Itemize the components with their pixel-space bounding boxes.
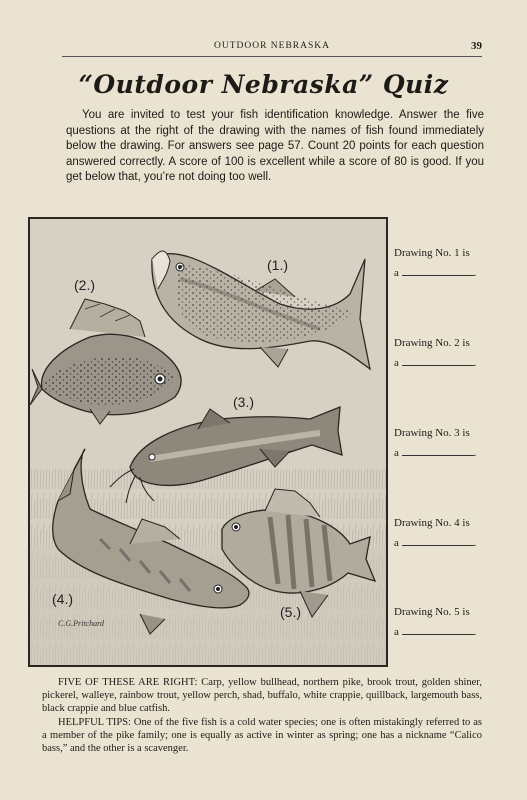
choices-list: Carp, yellow bullhead, northern pike, brook trout, golden shiner, pickerel, walleye, rainbow trout, yellow perch, shad, buffalo, white crappie, quillback, largemouth bass, black crappie and blue catfish. bbox=[42, 677, 483, 715]
question-4-prefix: a bbox=[394, 537, 399, 549]
question-1-text: Drawing No. 1 is bbox=[394, 247, 470, 259]
quiz-title: “Outdoor Nebraska” Quiz bbox=[78, 70, 449, 99]
question-5-text: Drawing No. 5 is bbox=[394, 606, 470, 618]
drawing-label-3: (3.) bbox=[233, 394, 254, 410]
answer-3-blank[interactable] bbox=[402, 446, 474, 456]
question-3-prefix: a bbox=[394, 447, 399, 459]
answer-5-blank[interactable] bbox=[402, 625, 474, 635]
tips-lead: HELPFUL TIPS: bbox=[58, 716, 131, 728]
drawing-label-5: (5.) bbox=[280, 604, 301, 620]
question-1-prefix: a bbox=[394, 267, 399, 279]
question-2: Drawing No. 2 is a . bbox=[394, 333, 494, 373]
question-2-prefix: a bbox=[394, 357, 399, 369]
choices-paragraph bbox=[42, 676, 482, 716]
question-5: Drawing No. 5 is a . bbox=[394, 602, 494, 642]
question-3: Drawing No. 3 is a . bbox=[394, 423, 494, 463]
question-3-text: Drawing No. 3 is bbox=[394, 427, 470, 439]
choices-lead: FIVE OF THESE ARE RIGHT: bbox=[58, 677, 198, 688]
artist-signature: C.G.Pritchard bbox=[58, 619, 104, 628]
question-4: Drawing No. 4 is a . bbox=[394, 513, 494, 553]
magazine-name: OUTDOOR NEBRASKA bbox=[213, 41, 331, 51]
question-1: Drawing No. 1 is a . bbox=[394, 243, 494, 283]
question-2-text: Drawing No. 2 is bbox=[394, 337, 470, 349]
answer-choices bbox=[42, 676, 482, 755]
drawing-label-1: (1.) bbox=[267, 257, 288, 273]
intro-paragraph: You are invited to test your fish identification knowledge. Answer the five questions at the right of the drawing with the names of fish found immediately below the drawing. For answers see page 57. Count 20 points for each question answered correctly. A score of 100 is excellent while a score of 80 is good. If you get below that, you’re not doing too well. bbox=[66, 109, 484, 184]
tips-paragraph bbox=[42, 716, 482, 756]
tips-text: One of the five fish is a cold water species; one is often mistakingly referred to as a member of the pike family; one is equally as active in winter as spring; one has a nickname “Calico bass,” and the other is a scavenger. bbox=[42, 716, 483, 755]
answer-1-blank[interactable] bbox=[402, 266, 474, 276]
drawing-label-2: (2.) bbox=[74, 277, 95, 293]
running-header bbox=[62, 40, 482, 57]
page-number: 39 bbox=[471, 40, 482, 52]
answer-2-blank[interactable] bbox=[402, 356, 474, 366]
fish-drawing bbox=[28, 217, 388, 667]
question-4-text: Drawing No. 4 is bbox=[394, 517, 470, 529]
drawing-label-4: (4.) bbox=[52, 591, 73, 607]
question-5-prefix: a bbox=[394, 626, 399, 638]
answer-4-blank[interactable] bbox=[402, 536, 474, 546]
